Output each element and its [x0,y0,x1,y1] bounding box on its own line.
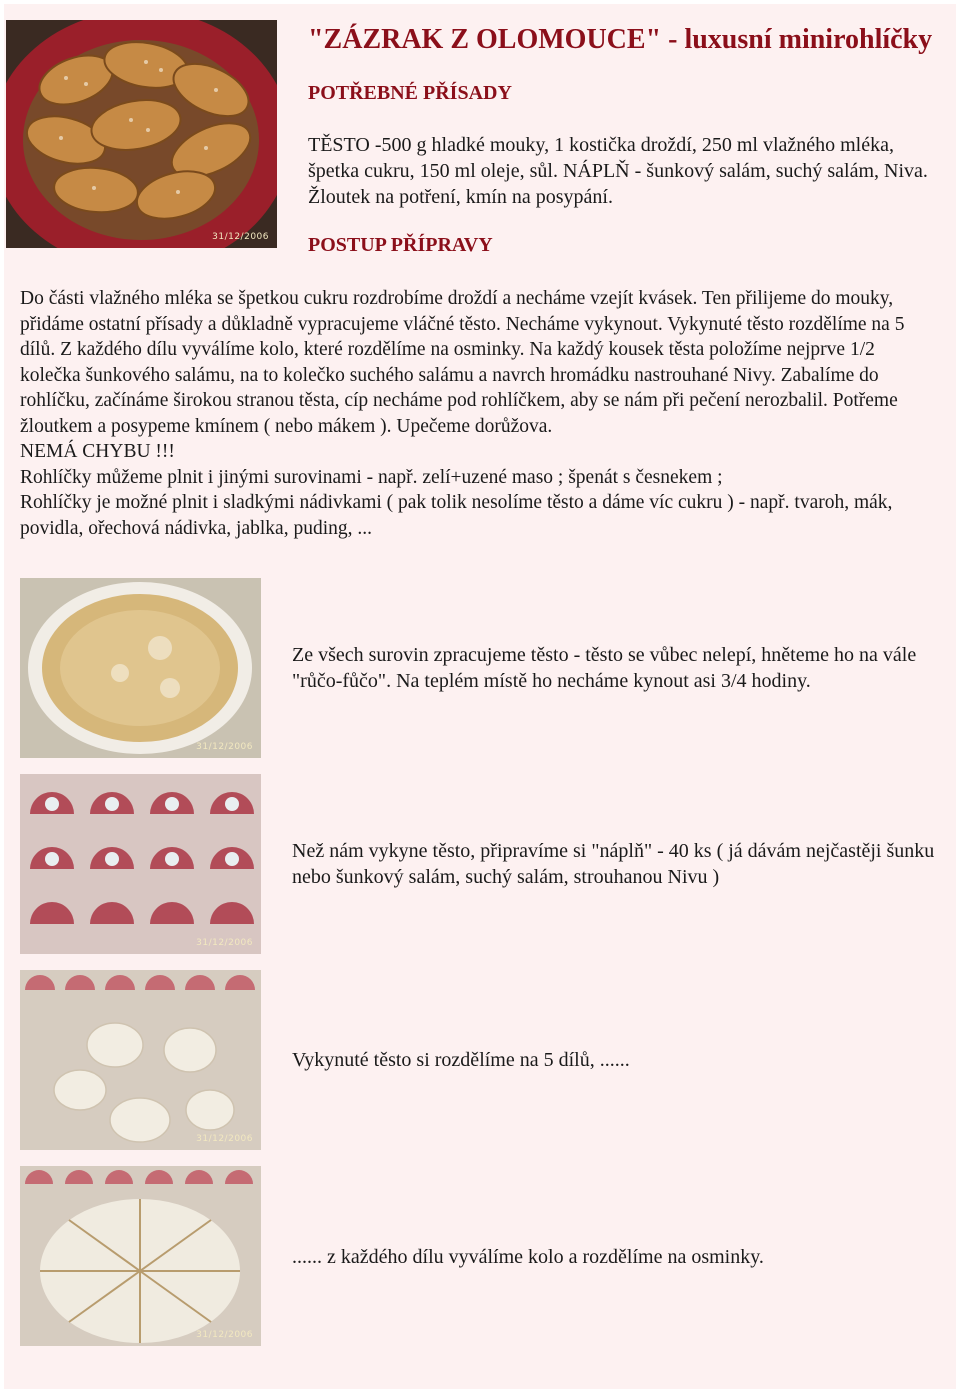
procedure-sweet-fillings: Rohlíčky je možné plnit i sladkými nádivkami ( pak tolik nesolíme těsto a dáme víc cukru ) - např. tvaroh, mák, povidla, ořechová nádivka, jablka, puding, ... [20,492,893,539]
ingredients-heading: POTŘEBNÉ PŘÍSADY [308,82,512,104]
procedure-heading: POSTUP PŘÍPRAVY [308,234,493,256]
photo-baked-rolls [6,20,277,248]
step-text-3: Vykynuté těsto si rozdělíme na 5 dílů, ...... [292,1049,630,1071]
procedure-block [20,286,940,541]
photo-filling [20,774,261,954]
photo-dough-circle [20,1166,261,1346]
photo-date-stamp: 31/12/2006 [196,938,253,948]
procedure-no-fault: NEMÁ CHYBU !!! [20,441,175,462]
photo-dough-bowl [20,578,261,758]
procedure-text: Do části vlažného mléka se špetkou cukru rozdrobíme droždí a necháme vzejít kvásek. Ten přilijeme do mouky, přidáme ostatní přísady a důkladně vypracujeme vláčné těsto. Necháme vykynout. Vykynuté těsto rozdělíme na 5 dílů. Z každého dílu vyválíme kolo, které rozdělíme na osminky. Na každý kousek těsta položíme nejprve 1/2 kolečka šunkového salámu, na to kolečko suchého salámu a navrch hromádku nastrouhané Nivy. Zabalíme do rohlíčku, začínáme širokou stranou těsta, cíp necháme pod rohlíčkem, aby se nám při pečení nerozbalil. Potřeme žloutkem a posypeme kmínem ( nebo mákem ). Upečeme dorůžova. [20,288,905,437]
photo-date-stamp: 31/12/2006 [196,742,253,752]
ingredients-text: TĚSTO -500 g hladké mouky, 1 kostička droždí, 250 ml vlažného mléka, špetka cukru, 150 ml oleje, sůl. NÁPLŇ - šunkový salám, suchý salám, Niva. Žloutek na potření, kmín na posypání. [308,134,928,208]
photo-date-stamp: 31/12/2006 [196,1134,253,1144]
photo-date-stamp: 31/12/2006 [196,1330,253,1340]
photo-dough-parts [20,970,261,1150]
step-text-1: Ze všech surovin zpracujeme těsto - těsto se vůbec nelepí, hněteme ho na vále "růčo-fůčo". Na teplém místě ho necháme kynout asi 3/4 hodiny. [292,644,917,692]
recipe-page [4,4,956,1389]
photo-date-stamp: 31/12/2006 [212,232,269,242]
procedure-other-fillings: Rohlíčky můžeme plnit i jinými surovinami - např. zelí+uzené maso ; špenát s česnekem ; [20,466,723,488]
step-text-2: Než nám vykyne těsto, připravíme si "náplň" - 40 ks ( já dávám nejčastěji šunku nebo šunkový salám, suchý salám, strouhanou Nivu ) [292,840,935,888]
page-title: "ZÁZRAK Z OLOMOUCE" - luxusní minirohlíčky [308,24,933,55]
step-text-4: ...... z každého dílu vyválíme kolo a rozdělíme na osminky. [292,1246,764,1268]
